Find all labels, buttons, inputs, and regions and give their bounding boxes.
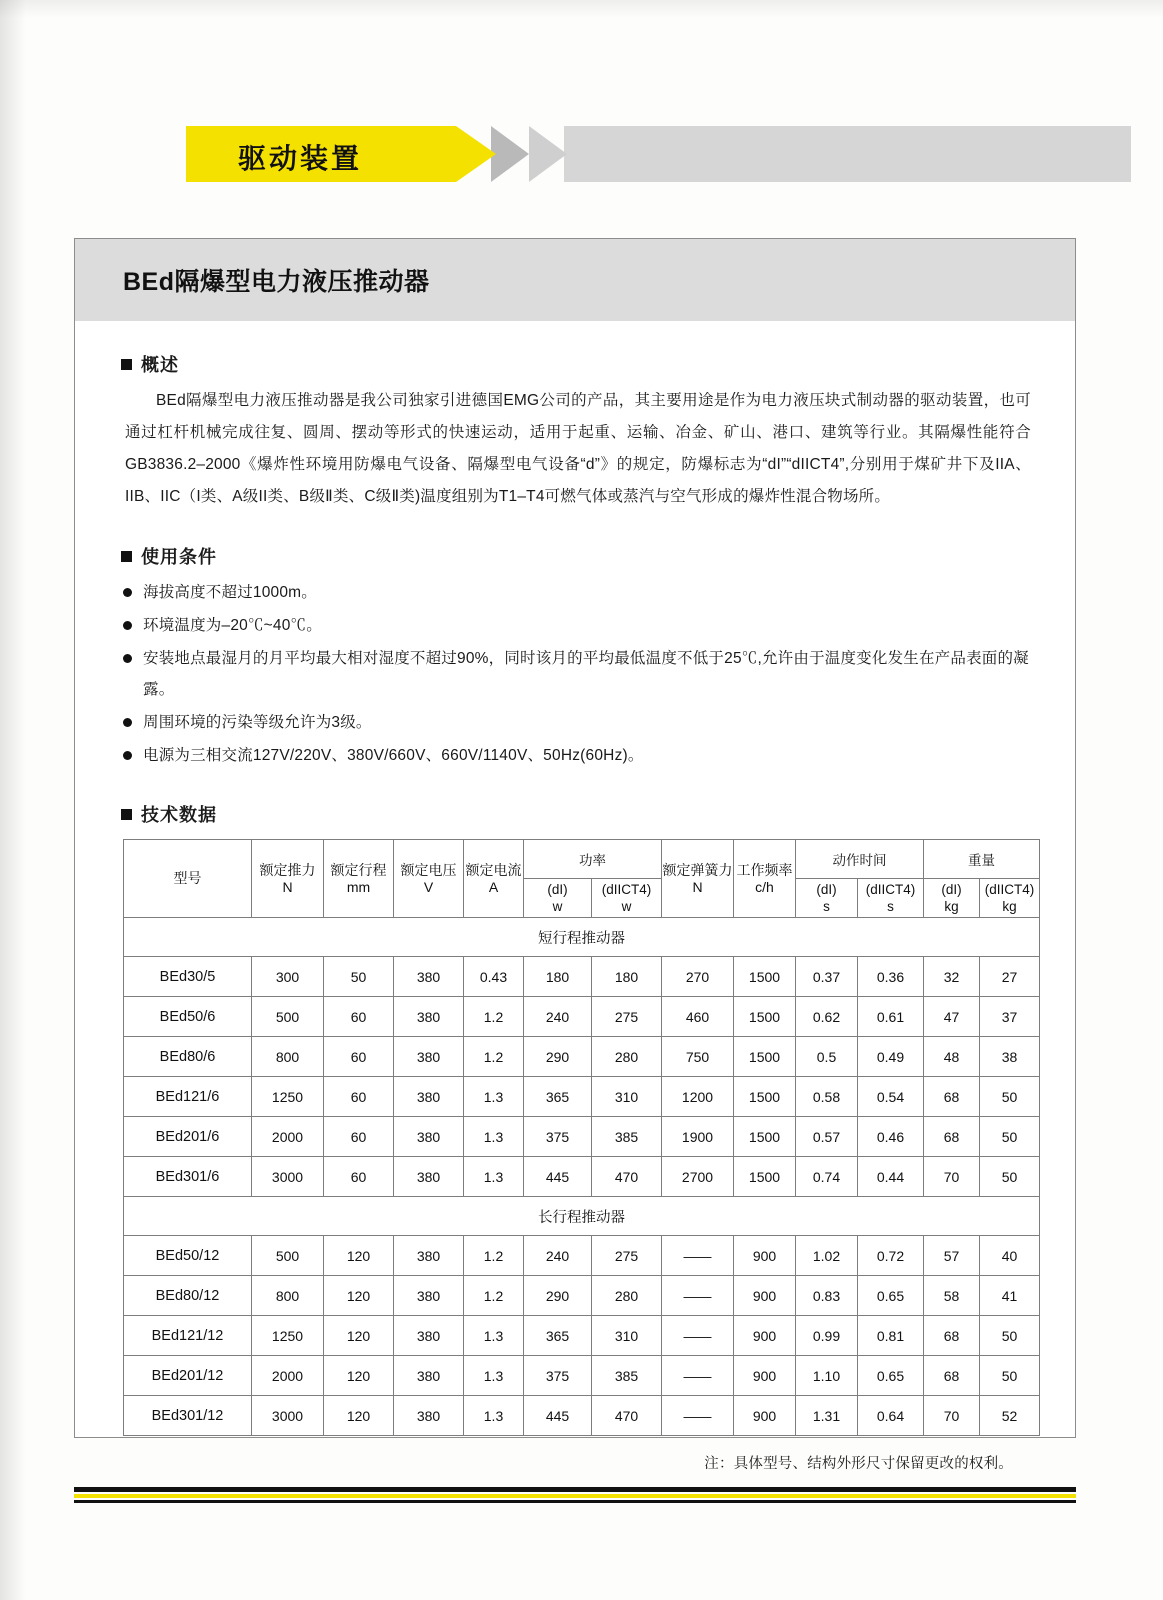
cell-weight-di: 57 bbox=[924, 1236, 980, 1276]
cell-voltage: 380 bbox=[394, 957, 464, 997]
cell-time-diic: 0.44 bbox=[858, 1157, 924, 1197]
cell-force: 1250 bbox=[252, 1316, 324, 1356]
cell-frequency: 900 bbox=[734, 1316, 796, 1356]
cell-spring: 1900 bbox=[662, 1117, 734, 1157]
cell-current: 1.2 bbox=[464, 1276, 524, 1316]
square-bullet-icon bbox=[121, 551, 132, 562]
cell-power-di: 365 bbox=[524, 1316, 592, 1356]
th-power-group: 功率 bbox=[524, 840, 662, 879]
cell-spring: —— bbox=[662, 1276, 734, 1316]
cell-voltage: 380 bbox=[394, 1236, 464, 1276]
th-stroke bbox=[324, 840, 394, 918]
table-row bbox=[124, 1236, 1040, 1276]
cell-spring: 750 bbox=[662, 1037, 734, 1077]
cell-voltage: 380 bbox=[394, 1157, 464, 1197]
cell-time-diic: 0.49 bbox=[858, 1037, 924, 1077]
group-label: 长行程推动器 bbox=[124, 1197, 1040, 1236]
th-power-di bbox=[524, 879, 592, 918]
square-bullet-icon bbox=[121, 359, 132, 370]
footer-bar-black-top bbox=[74, 1487, 1076, 1492]
cell-power-diic: 180 bbox=[592, 957, 662, 997]
th-current-label: 额定电流 bbox=[465, 861, 522, 878]
cell-weight-diic: 27 bbox=[980, 957, 1040, 997]
cell-stroke: 120 bbox=[324, 1396, 394, 1436]
cell-stroke: 120 bbox=[324, 1356, 394, 1396]
cell-time-di: 1.10 bbox=[796, 1356, 858, 1396]
cell-current: 1.3 bbox=[464, 1117, 524, 1157]
cell-weight-di: 68 bbox=[924, 1316, 980, 1356]
banner-chevron-dark bbox=[491, 126, 529, 182]
cell-weight-di: 32 bbox=[924, 957, 980, 997]
cell-spring: 1200 bbox=[662, 1077, 734, 1117]
cell-weight-di: 58 bbox=[924, 1276, 980, 1316]
cell-current: 1.3 bbox=[464, 1396, 524, 1436]
cell-current: 1.3 bbox=[464, 1077, 524, 1117]
cell-force: 1250 bbox=[252, 1077, 324, 1117]
cell-power-diic: 385 bbox=[592, 1117, 662, 1157]
cell-spring: —— bbox=[662, 1396, 734, 1436]
cell-weight-diic: 38 bbox=[980, 1037, 1040, 1077]
cell-model: BEd121/6 bbox=[124, 1077, 252, 1117]
cell-voltage: 380 bbox=[394, 1316, 464, 1356]
cell-weight-di: 68 bbox=[924, 1077, 980, 1117]
product-title-bar bbox=[75, 239, 1075, 321]
table-row bbox=[124, 1077, 1040, 1117]
th-time-diic bbox=[858, 879, 924, 918]
page-edge-shadow-left bbox=[0, 0, 26, 1600]
th-weight-di bbox=[924, 879, 980, 918]
th-voltage-label: 额定电压 bbox=[400, 861, 457, 878]
cell-time-di: 0.83 bbox=[796, 1276, 858, 1316]
cell-stroke: 60 bbox=[324, 1077, 394, 1117]
cell-spring: 270 bbox=[662, 957, 734, 997]
section-title-overview: 概述 bbox=[141, 355, 179, 375]
cell-model: BEd201/6 bbox=[124, 1117, 252, 1157]
cell-model: BEd121/12 bbox=[124, 1316, 252, 1356]
cell-current: 1.2 bbox=[464, 997, 524, 1037]
list-item bbox=[115, 740, 1035, 771]
table-row bbox=[124, 1356, 1040, 1396]
cell-weight-diic: 50 bbox=[980, 1316, 1040, 1356]
spec-table-head bbox=[124, 840, 1040, 918]
cell-frequency: 1500 bbox=[734, 957, 796, 997]
cell-stroke: 120 bbox=[324, 1276, 394, 1316]
th-stroke-unit: mm bbox=[346, 878, 371, 895]
cell-frequency: 1500 bbox=[734, 997, 796, 1037]
table-row bbox=[124, 997, 1040, 1037]
page-edge-shadow-top bbox=[0, 0, 1163, 18]
cell-power-di: 290 bbox=[524, 1276, 592, 1316]
cell-frequency: 900 bbox=[734, 1356, 796, 1396]
cell-spring: —— bbox=[662, 1236, 734, 1276]
th-time-diic-line2: s bbox=[887, 899, 894, 914]
table-row bbox=[124, 957, 1040, 997]
cell-frequency: 1500 bbox=[734, 1077, 796, 1117]
round-bullet-icon bbox=[123, 654, 132, 663]
square-bullet-icon bbox=[121, 809, 132, 820]
section-heading-conditions bbox=[115, 543, 1035, 569]
cell-current: 1.3 bbox=[464, 1316, 524, 1356]
cell-frequency: 900 bbox=[734, 1276, 796, 1316]
cell-spring: —— bbox=[662, 1356, 734, 1396]
cell-power-di: 445 bbox=[524, 1157, 592, 1197]
cell-force: 3000 bbox=[252, 1396, 324, 1436]
cell-force: 300 bbox=[252, 957, 324, 997]
round-bullet-icon bbox=[123, 718, 132, 727]
group-label: 短行程推动器 bbox=[124, 918, 1040, 957]
cell-stroke: 120 bbox=[324, 1236, 394, 1276]
round-bullet-icon bbox=[123, 621, 132, 630]
cell-force: 2000 bbox=[252, 1356, 324, 1396]
cell-power-di: 290 bbox=[524, 1037, 592, 1077]
spec-table-wrap bbox=[115, 839, 1035, 1473]
cell-power-diic: 275 bbox=[592, 997, 662, 1037]
cell-power-di: 375 bbox=[524, 1356, 592, 1396]
cell-frequency: 900 bbox=[734, 1396, 796, 1436]
cell-weight-diic: 50 bbox=[980, 1117, 1040, 1157]
cell-weight-di: 70 bbox=[924, 1157, 980, 1197]
th-frequency-label: 工作频率 bbox=[736, 861, 793, 878]
cell-voltage: 380 bbox=[394, 1276, 464, 1316]
cell-model: BEd50/6 bbox=[124, 997, 252, 1037]
cell-spring: —— bbox=[662, 1316, 734, 1356]
th-model-label: 型号 bbox=[173, 870, 202, 886]
th-model bbox=[124, 840, 252, 918]
cell-voltage: 380 bbox=[394, 997, 464, 1037]
cell-weight-di: 47 bbox=[924, 997, 980, 1037]
cell-force: 500 bbox=[252, 1236, 324, 1276]
cell-frequency: 1500 bbox=[734, 1157, 796, 1197]
cell-model: BEd301/6 bbox=[124, 1157, 252, 1197]
table-row bbox=[124, 1276, 1040, 1316]
content-frame bbox=[74, 238, 1076, 1472]
page-footer-rules bbox=[74, 1487, 1076, 1503]
th-force bbox=[252, 840, 324, 918]
spec-table bbox=[123, 839, 1040, 1436]
section-heading-overview bbox=[115, 351, 1035, 377]
cell-weight-diic: 37 bbox=[980, 997, 1040, 1037]
cell-force: 800 bbox=[252, 1276, 324, 1316]
list-item bbox=[115, 707, 1035, 738]
cell-voltage: 380 bbox=[394, 1037, 464, 1077]
cell-power-diic: 310 bbox=[592, 1077, 662, 1117]
cell-time-diic: 0.54 bbox=[858, 1077, 924, 1117]
cell-weight-diic: 50 bbox=[980, 1356, 1040, 1396]
th-weight-diic-line1: (dIICT4) bbox=[984, 882, 1035, 897]
overview-paragraph: BEd隔爆型电力液压推动器是我公司独家引进德国EMG公司的产品，其主要用途是作为电力液压块式制动器的驱动装置，也可通过杠杆机械完成往复、圆周、摆动等形式的快速运动，适用于起重、运输、冶金、矿山、港口、建筑等行业。其隔爆性能符合GB3836.2–2000《爆炸性环境用防爆电气设备、隔爆型电气设备“d”》的规定，防爆标志为“dI”“dIICT4”,分别用于煤矿井下及IIA、IIB、IIC（I类、A级II类、B级Ⅱ类、C级Ⅱ类)温度组别为T1–T4可燃气体或蒸汽与空气形成的爆炸性混合物场所。 bbox=[125, 392, 1031, 505]
th-power-di-line1: (dI) bbox=[547, 882, 568, 897]
content-body bbox=[75, 321, 1075, 1473]
cell-model: BEd201/12 bbox=[124, 1356, 252, 1396]
cell-model: BEd301/12 bbox=[124, 1396, 252, 1436]
cell-power-diic: 280 bbox=[592, 1276, 662, 1316]
cell-power-di: 180 bbox=[524, 957, 592, 997]
table-row bbox=[124, 1396, 1040, 1436]
cell-weight-diic: 50 bbox=[980, 1157, 1040, 1197]
th-power-di-line2: w bbox=[552, 899, 563, 914]
round-bullet-icon bbox=[123, 588, 132, 597]
cell-weight-di: 70 bbox=[924, 1396, 980, 1436]
cell-current: 1.3 bbox=[464, 1356, 524, 1396]
cell-stroke: 50 bbox=[324, 957, 394, 997]
cell-frequency: 1500 bbox=[734, 1037, 796, 1077]
list-item-text: 安装地点最湿月的月平均最大相对湿度不超过90%，同时该月的平均最低温度不低于25℃,允许由于温度变化发生在产品表面的凝露。 bbox=[143, 650, 1029, 698]
cell-time-di: 0.99 bbox=[796, 1316, 858, 1356]
th-time-di-line1: (dI) bbox=[816, 882, 837, 897]
cell-force: 500 bbox=[252, 997, 324, 1037]
banner-chevron-light bbox=[529, 126, 567, 182]
banner-title: 驱动装置 bbox=[238, 143, 363, 174]
cell-model: BEd80/12 bbox=[124, 1276, 252, 1316]
list-item bbox=[115, 610, 1035, 641]
th-force-label: 额定推力 bbox=[259, 861, 316, 878]
cell-power-diic: 275 bbox=[592, 1236, 662, 1276]
cell-model: BEd80/6 bbox=[124, 1037, 252, 1077]
cell-time-di: 1.31 bbox=[796, 1396, 858, 1436]
th-weight-group: 重量 bbox=[924, 840, 1040, 879]
cell-power-diic: 280 bbox=[592, 1037, 662, 1077]
cell-voltage: 380 bbox=[394, 1396, 464, 1436]
th-frequency bbox=[734, 840, 796, 918]
cell-weight-di: 68 bbox=[924, 1356, 980, 1396]
th-spring-unit: N bbox=[692, 878, 703, 895]
list-item-text: 环境温度为–20℃~40℃。 bbox=[143, 617, 322, 634]
cell-current: 0.43 bbox=[464, 957, 524, 997]
product-title: BEd隔爆型电力液压推动器 bbox=[123, 268, 430, 296]
cell-time-diic: 0.65 bbox=[858, 1276, 924, 1316]
cell-stroke: 60 bbox=[324, 997, 394, 1037]
cell-power-diic: 310 bbox=[592, 1316, 662, 1356]
cell-voltage: 380 bbox=[394, 1356, 464, 1396]
cell-force: 800 bbox=[252, 1037, 324, 1077]
list-item bbox=[115, 577, 1035, 608]
cell-time-di: 0.5 bbox=[796, 1037, 858, 1077]
th-weight-di-line2: kg bbox=[944, 899, 959, 914]
cell-model: BEd50/12 bbox=[124, 1236, 252, 1276]
th-stroke-label: 额定行程 bbox=[330, 861, 387, 878]
table-row bbox=[124, 1037, 1040, 1077]
cell-weight-diic: 40 bbox=[980, 1236, 1040, 1276]
cell-stroke: 60 bbox=[324, 1117, 394, 1157]
th-frequency-unit: c/h bbox=[755, 878, 774, 895]
th-weight-diic-line2: kg bbox=[1002, 899, 1017, 914]
cell-time-diic: 0.61 bbox=[858, 997, 924, 1037]
th-time-group: 动作时间 bbox=[796, 840, 924, 879]
cell-current: 1.2 bbox=[464, 1037, 524, 1077]
th-spring bbox=[662, 840, 734, 918]
th-voltage-unit: V bbox=[423, 878, 434, 895]
banner-grey-band bbox=[564, 126, 1131, 182]
cell-voltage: 380 bbox=[394, 1077, 464, 1117]
section-title-conditions: 使用条件 bbox=[141, 547, 217, 567]
cell-weight-di: 48 bbox=[924, 1037, 980, 1077]
cell-power-di: 240 bbox=[524, 997, 592, 1037]
th-time-di-line2: s bbox=[823, 899, 830, 914]
group-row bbox=[124, 1197, 1040, 1236]
cell-time-diic: 0.64 bbox=[858, 1396, 924, 1436]
cell-time-di: 0.57 bbox=[796, 1117, 858, 1157]
th-spring-label: 额定弹簧力 bbox=[662, 861, 733, 878]
cell-weight-di: 68 bbox=[924, 1117, 980, 1157]
cell-model: BEd30/5 bbox=[124, 957, 252, 997]
cell-time-di: 0.37 bbox=[796, 957, 858, 997]
th-time-diic-line1: (dIICT4) bbox=[865, 882, 916, 897]
cell-stroke: 60 bbox=[324, 1037, 394, 1077]
footer-bar-black-bottom bbox=[74, 1500, 1076, 1503]
spec-table-body bbox=[124, 918, 1040, 1436]
page-header-banner bbox=[186, 126, 1131, 182]
cell-power-diic: 470 bbox=[592, 1157, 662, 1197]
cell-time-diic: 0.65 bbox=[858, 1356, 924, 1396]
cell-time-di: 0.74 bbox=[796, 1157, 858, 1197]
th-power-diic-line1: (dIICT4) bbox=[601, 882, 652, 897]
banner-yellow-arrow bbox=[456, 126, 496, 182]
section-title-tech: 技术数据 bbox=[141, 805, 217, 825]
cell-time-diic: 0.72 bbox=[858, 1236, 924, 1276]
conditions-list bbox=[115, 577, 1035, 771]
cell-time-diic: 0.81 bbox=[858, 1316, 924, 1356]
list-item-text: 海拔高度不超过1000m。 bbox=[143, 584, 317, 601]
table-row bbox=[124, 1316, 1040, 1356]
th-power-diic-line2: w bbox=[621, 899, 632, 914]
cell-power-di: 240 bbox=[524, 1236, 592, 1276]
section-heading-tech bbox=[115, 801, 1035, 827]
th-current-unit: A bbox=[488, 878, 499, 895]
table-row bbox=[124, 1117, 1040, 1157]
cell-time-diic: 0.36 bbox=[858, 957, 924, 997]
header-row-top bbox=[124, 840, 1040, 879]
th-current bbox=[464, 840, 524, 918]
cell-current: 1.2 bbox=[464, 1236, 524, 1276]
table-row bbox=[124, 1157, 1040, 1197]
cell-spring: 460 bbox=[662, 997, 734, 1037]
th-voltage bbox=[394, 840, 464, 918]
cell-time-di: 0.62 bbox=[796, 997, 858, 1037]
cell-force: 3000 bbox=[252, 1157, 324, 1197]
list-item-text: 周围环境的污染等级允许为3级。 bbox=[143, 714, 372, 731]
cell-power-diic: 470 bbox=[592, 1396, 662, 1436]
table-note: 注：具体型号、结构外形尺寸保留更改的权利。 bbox=[704, 1456, 1013, 1472]
th-force-unit: N bbox=[282, 878, 293, 895]
cell-stroke: 120 bbox=[324, 1316, 394, 1356]
cell-power-di: 365 bbox=[524, 1077, 592, 1117]
th-weight-diic bbox=[980, 879, 1040, 918]
cell-stroke: 60 bbox=[324, 1157, 394, 1197]
cell-current: 1.3 bbox=[464, 1157, 524, 1197]
cell-power-diic: 385 bbox=[592, 1356, 662, 1396]
cell-force: 2000 bbox=[252, 1117, 324, 1157]
th-weight-di-line1: (dI) bbox=[941, 882, 962, 897]
cell-voltage: 380 bbox=[394, 1117, 464, 1157]
list-item bbox=[115, 643, 1035, 705]
cell-power-di: 375 bbox=[524, 1117, 592, 1157]
cell-weight-diic: 52 bbox=[980, 1396, 1040, 1436]
cell-frequency: 1500 bbox=[734, 1117, 796, 1157]
footer-bar-yellow bbox=[74, 1494, 1076, 1498]
cell-weight-diic: 50 bbox=[980, 1077, 1040, 1117]
cell-time-di: 0.58 bbox=[796, 1077, 858, 1117]
th-time-di bbox=[796, 879, 858, 918]
round-bullet-icon bbox=[123, 751, 132, 760]
cell-time-diic: 0.46 bbox=[858, 1117, 924, 1157]
cell-power-di: 445 bbox=[524, 1396, 592, 1436]
th-power-diic bbox=[592, 879, 662, 918]
list-item-text: 电源为三相交流127V/220V、380V/660V、660V/1140V、50Hz(60Hz)。 bbox=[143, 747, 644, 764]
cell-spring: 2700 bbox=[662, 1157, 734, 1197]
group-row bbox=[124, 918, 1040, 957]
cell-time-di: 1.02 bbox=[796, 1236, 858, 1276]
cell-weight-diic: 41 bbox=[980, 1276, 1040, 1316]
cell-frequency: 900 bbox=[734, 1236, 796, 1276]
